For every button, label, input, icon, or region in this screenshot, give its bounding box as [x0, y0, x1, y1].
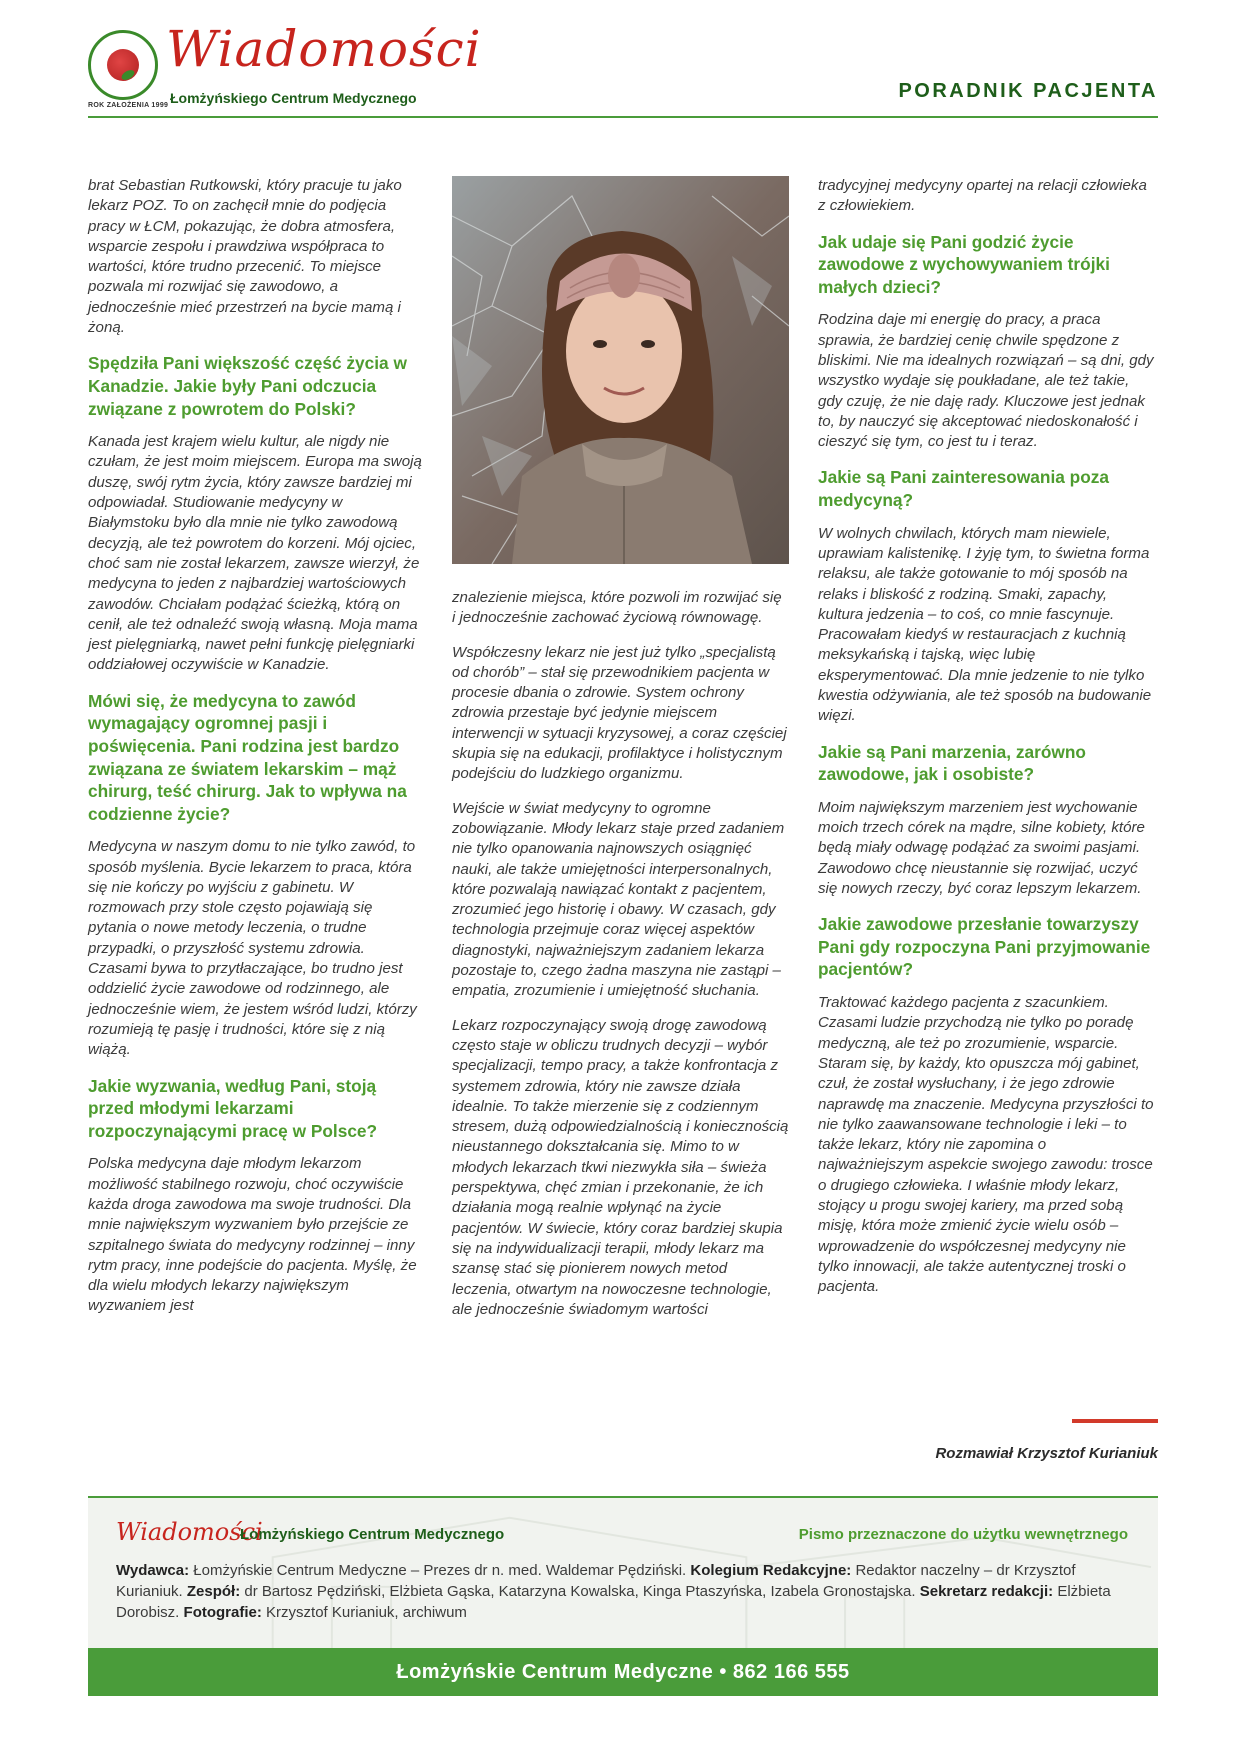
- paragraph: Rodzina daje mi energię do pracy, a praca sprawia, że bardziej cenię chwile spędzone z bliskimi. Nie ma idealnych rozwiązań – są dni, gdy wszystko wydaje się poukładane, ale też takie, gdy czuję, że nie daję rady. Kluczowe jest jednak to, by nauczyć się akceptować niedoskonałość i cieszyć się tym, co jest tu i teraz.: [818, 311, 1154, 451]
- footer-logo-subtitle: Łomżyńskiego Centrum Medycznego: [240, 1526, 505, 1543]
- paragraph: W wolnych chwilach, których mam niewiele, uprawiam kalistenikę. I żyję tym, to świetna forma relaksu, ale także gotowanie to mój sposób na relaks i bliskość z rodziną. Smaki, zapachy, kultura jedzenia – to coś, co mnie fascynuje. Pracowałam kiedyś w restauracjach z kuchnią meksykańską i tajską, więc lubię eksperymentować. Dla mnie jedzenie to nie tylko kwestia odżywiania, ale też sposób na budowanie więzi.: [818, 524, 1152, 725]
- poppy-flower-badge-icon: [88, 30, 158, 100]
- editorial-credits: [116, 1560, 1126, 1623]
- section-label: PORADNIK PACJENTA: [898, 80, 1158, 102]
- logo-since-text: ROK ZAŁOŻENIA 1999: [88, 102, 169, 109]
- credit-label: Fotografie:: [183, 1604, 262, 1621]
- paragraph: Kanada jest krajem wielu kultur, ale nigdy nie czułam, że jest moim miejscem. Europa ma swoją duszę, swój rytm życia, który zawsze bardziej mi odpowiadał. Studiowanie medycyny w Białymstoku było dla mnie nie tylko zawodową decyzją, ale też powrotem do korzeni. Mój ojciec, choć sam nie został lekarzem, zawsze wierzył, że medycyna to jeden z najbardziej wartościowych zawodów. Chciałam podążać ścieżką, którą on cenił, ale też odnaleźć swoją własną. Moja mama jest pielęgniarką, nawet pełni funkcję pielęgniarki oddziałowej oczywiście w Kanadzie.: [88, 433, 422, 674]
- internal-use-note: Pismo przeznaczone do użytku wewnętrznego: [798, 1526, 1128, 1543]
- article-column-1: [88, 176, 425, 1331]
- credit-label: Zespół:: [186, 1583, 241, 1600]
- footer-logo-title: Wiadomości: [116, 1518, 263, 1546]
- interview-question: Jak udaje się Pani godzić życie zawodowe z wychowywaniem trójki małych dzieci?: [818, 231, 1110, 297]
- paragraph: znalezienie miejsca, które pozwoli im rozwijać się i jednocześnie zachować życiową równowagę.: [452, 589, 782, 627]
- paragraph: brat Sebastian Rutkowski, który pracuje tu jako lekarz POZ. To on zachęcił mnie do podjęcia pracy w ŁCM, pokazując, że dobra atmosfera, wsparcie zespołu i prawdziwa współpraca to wartości, które trudno przecenić. To miejsce pozwala mi rozwijać się zawodowo, a jednocześnie mieć przestrzeń na bycie mamą i żoną.: [88, 177, 402, 337]
- paragraph: Medycyna w naszym domu to nie tylko zawód, to sposób myślenia. Bycie lekarzem to praca, która się nie kończy po wyjściu z gabinetu. W rozmowach przy stole często pojawiają się pytania o nowe metody leczenia, o trudne przypadki, o przyszłość systemu zdrowia. Czasami bywa to przytłaczające, bo trudno jest oddzielić życie zawodowe od rodzinnego, ale jednocześnie wiem, że jestem wśród ludzi, którzy rozumieją tę pasję i trudności, które się z nią wiążą.: [88, 838, 417, 1059]
- credit-label: Sekretarz redakcji:: [919, 1583, 1054, 1600]
- contact-bar-text: Łomżyńskie Centrum Medyczne • 862 166 555: [396, 1661, 850, 1683]
- author-divider: [1072, 1419, 1158, 1423]
- credit-value: Łomżyńskie Centrum Medyczne – Prezes dr n. med. Waldemar Pędziński.: [193, 1562, 687, 1579]
- interview-question: Jakie zawodowe przesłanie towarzyszy Pani gdy rozpoczyna Pani przyjmowanie pacjentów?: [818, 914, 1151, 980]
- interview-question: Spędziła Pani większość część życia w Kanadzie. Jakie były Pani odczucia związane z powrotem do Polski?: [88, 353, 407, 419]
- paragraph: Lekarz rozpoczynający swoją drogę zawodową często staje w obliczu trudnych decyzji – wybór specjalizacji, tempo pracy, a także konfrontacja z systemem zdrowia, który nie zawsze działa idealnie. To także mierzenie się z codziennym stresem, dużą odpowiedzialnością i koniecznością nieustannego dokształcania się. Mimo to w młodych lekarzach tkwi niezwykła siła – świeża perspektywa, chęć zmian i przekonanie, że ich działania mogą realnie wpłynąć na życie pacjentów. W świecie, który coraz bardziej skupia się na indywidualizacji terapii, młody lekarz ma szansę stać się pionierem nowych metod leczenia, otwartym na nowoczesne technologie, ale jednocześnie świadomym wartości: [452, 1016, 789, 1318]
- credit-value: Redaktor naczelny – dr Krzysztof Kurianiuk.: [116, 1562, 1076, 1600]
- credit-value: Elżbieta Dorobisz.: [116, 1583, 1111, 1621]
- paragraph: tradycyjnej medycyny opartej na relacji człowieka z człowiekiem.: [818, 177, 1147, 215]
- interview-question: Mówi się, że medycyna to zawód wymagający ogromnej pasji i poświęcenia. Pani rodzina jest bardzo związana ze światem lekarskim – mąż chirurg, teść chirurg. Jak to wpływa na codzienne życie?: [88, 690, 407, 824]
- contact-bar: [88, 1648, 1158, 1696]
- paragraph: Wejście w świat medycyny to ogromne zobowiązanie. Młody lekarz staje przed zadaniem nie tylko opanowania najnowszych osiągnięć nauki, ale także umiejętności interpersonalnych, które pozwalają nawiązać kontakt z pacjentem, zrozumieć jego historię i obawy. W czasach, gdy technologia przejmuje coraz więcej aspektów diagnostyki, najważniejszym zadaniem lekarza pozostaje to, czego żadna maszyna nie zastąpi – empatia, zrozumienie i umiejętność słuchania.: [452, 799, 785, 1000]
- author-signature: Rozmawiał Krzysztof Kurianiuk: [935, 1445, 1158, 1462]
- credit-value: dr Bartosz Pędziński, Elżbieta Gąska, Katarzyna Kowalska, Kinga Ptaszyńska, Izabela Gronostajska.: [244, 1583, 916, 1600]
- portrait-photo: [452, 176, 789, 564]
- interview-question: Jakie są Pani zainteresowania poza medycyną?: [818, 467, 1110, 511]
- credit-value: Krzysztof Kurianiuk, archiwum: [266, 1604, 467, 1621]
- logo-title: Wiadomości: [166, 20, 482, 78]
- interview-question: Jakie wyzwania, według Pani, stoją przed młodymi lekarzami rozpoczynającymi pracę w Polsce?: [88, 1075, 378, 1141]
- article-column-3: [818, 176, 1155, 1312]
- logo-subtitle: Łomżyńskiego Centrum Medycznego: [170, 90, 417, 106]
- page-header: [88, 20, 1158, 120]
- interview-question: Jakie są Pani marzenia, zarówno zawodowe, jak i osobiste?: [818, 741, 1086, 785]
- credit-label: Kolegium Redakcyjne:: [690, 1562, 852, 1579]
- editorial-footer: [88, 1496, 1158, 1648]
- paragraph: Moim największym marzeniem jest wychowanie moich trzech córek na mądre, silne kobiety, które będą miały odwagę podążać za swoimi pasjami. Zawodowo chcę nieustannie się rozwijać, uczyć się nowych rzeczy, być coraz lepszym lekarzem.: [818, 798, 1145, 897]
- credit-label: Wydawca:: [116, 1562, 190, 1579]
- paragraph: Polska medycyna daje młodym lekarzom możliwość stabilnego rozwoju, choć oczywiście każda droga zawodowa ma swoje trudności. Dla mnie największym wyzwaniem było przejście ze szpitalnego świata do medycyny rodzinnej – inny rytm pracy, inne podejście do pacjenta. Myślę, że dla wielu młodych lekarzy największym wyzwaniem jest: [88, 1155, 417, 1315]
- header-divider: [88, 116, 1158, 118]
- paragraph: Współczesny lekarz nie jest już tylko „specjalistą od chorób” – stał się przewodnikiem pacjenta w procesie dbania o zdrowie. System ochrony zdrowia przestaje być jedynie miejscem interwencji w sytuacji kryzysowej, a coraz częściej skupia się na edukacji, profilaktyce i holistycznym podejściu do ludzkiego organizmu.: [452, 643, 787, 783]
- article-column-2: [452, 588, 789, 1334]
- paragraph: Traktować każdego pacjenta z szacunkiem. Czasami ludzie przychodzą nie tylko po poradę medyczną, ale też po zrozumienie, wsparcie. Staram się, by każdy, kto opuszcza mój gabinet, czuł, że został wysłuchany, i że jego zdrowie naprawdę ma znaczenie. Medycyna przyszłości to nie tylko zaawansowane technologie i leki – to także lekarz, który nie zapomina o najważniejszym aspekcie swojego zawodu: trosce o drugiego człowieka. I właśnie młody lekarz, stojący u progu swojej kariery, ma przed sobą misję, która może zmienić życie wielu osób – wprowadzenie do współczesnej medycyny nie tylko innowacji, ale także autentycznej troski o pacjenta.: [818, 994, 1154, 1296]
